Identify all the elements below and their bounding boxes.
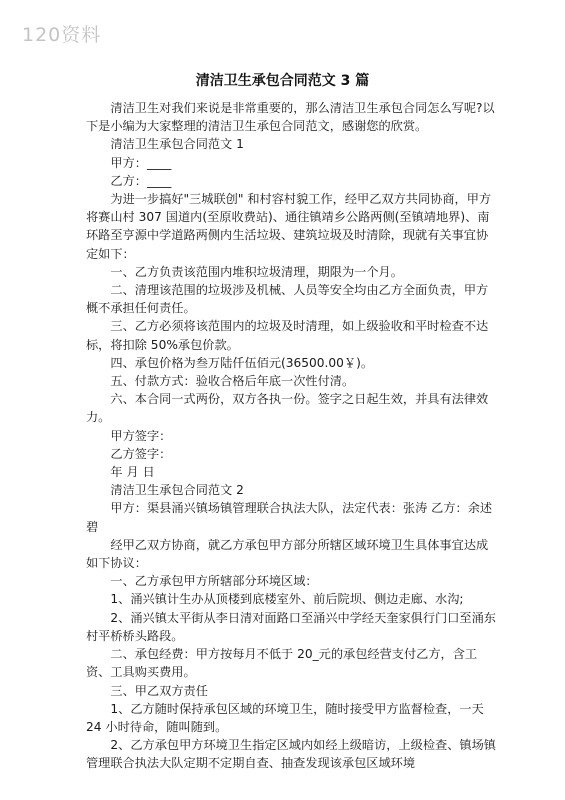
paragraph: 清洁卫生承包合同范文 1 xyxy=(110,137,244,152)
paragraph: 甲方：____ xyxy=(110,155,172,170)
document-title: 清洁卫生承包合同范文 3 篇 xyxy=(195,73,370,89)
paragraph: 2、涌兴镇太平街从李日清对面路口至涌兴中学经天奎家俱行门口至涌东村平桥桥头路段。 xyxy=(86,610,496,643)
paragraph: 经甲乙双方协商，就乙方承包甲方部分所辖区域环境卫生具体事宜达成如下协议： xyxy=(86,537,489,571)
paragraph: 清洁卫生承包合同范文 2 xyxy=(110,483,244,498)
paragraph: 2、乙方承包甲方环境卫生指定区域内如经上级暗访，上级检查、镇场镇管理联合执法大队定期不定期自查、抽查发现该承包区域环境 xyxy=(86,738,496,771)
watermark: 120资料 xyxy=(22,24,102,46)
paragraph: 五、付款方式：验收合格后年底一次性付清。 xyxy=(110,374,355,389)
paragraph: 二、清理该范围的垃圾涉及机械、人员等安全均由乙方全面负责，甲方概不承担任何责任。 xyxy=(86,283,489,316)
paragraph: 一、乙方负责该范围内堆积垃圾清理，期限为一个月。 xyxy=(110,264,403,279)
paragraph: 一、乙方承包甲方所辖部分环境区域： xyxy=(110,574,318,589)
paragraph: 六、本合同一式两份，双方各执一份。签字之日起生效，并具有法律效力。 xyxy=(86,392,489,425)
paragraph: 三、乙方必须将该范围内的垃圾及时清理，如上级验收和平时检查不达标，将扣除 50%承包价款。 xyxy=(86,319,489,352)
paragraph: 甲方签字： xyxy=(110,428,172,443)
paragraph: 乙方签字： xyxy=(110,446,172,461)
paragraph: 三、甲乙双方责任 xyxy=(110,683,208,698)
paragraph: 四、承包价格为叁万陆仟伍佰元(36500.00￥)。 xyxy=(110,355,374,370)
document-body xyxy=(86,99,496,773)
paragraph: 乙方：____ xyxy=(110,173,172,188)
paragraph: 二、承包经费：甲方按每月不低于 20_元的承包经营支付乙方，含工资、工具购买费用。 xyxy=(86,647,478,680)
paragraph: 1、涌兴镇计生办从顶楼到底楼室外、前后院坝、侧边走廊、水沟; xyxy=(110,592,464,607)
paragraph: 清洁卫生对我们来说是非常重要的，那么清洁卫生承包合同怎么写呢?以下是小编为大家整理的清洁卫生承包合同范文，感谢您的欣赏。 xyxy=(86,101,495,134)
paragraph: 为进一步搞好"三城联创" 和村容村貌工作，经甲乙双方共同协商，甲方将赛山村 307 国道内(至原收费站)、通往镇靖乡公路两侧(至镇靖地界)、南环路至亨源中学道路两侧内生活垃圾、建筑垃圾及时清除，现就有关事宜协定如下： xyxy=(86,192,492,261)
paragraph: 1、乙方随时保持承包区域的环境卫生，随时接受甲方监督检查，一天 24 小时待命，随叫随到。 xyxy=(86,701,484,734)
paragraph: 甲方：渠县涌兴镇场镇管理联合执法大队，法定代表：张涛 乙方：余述碧 xyxy=(86,501,493,534)
paragraph: 年 月 日 xyxy=(110,465,155,480)
